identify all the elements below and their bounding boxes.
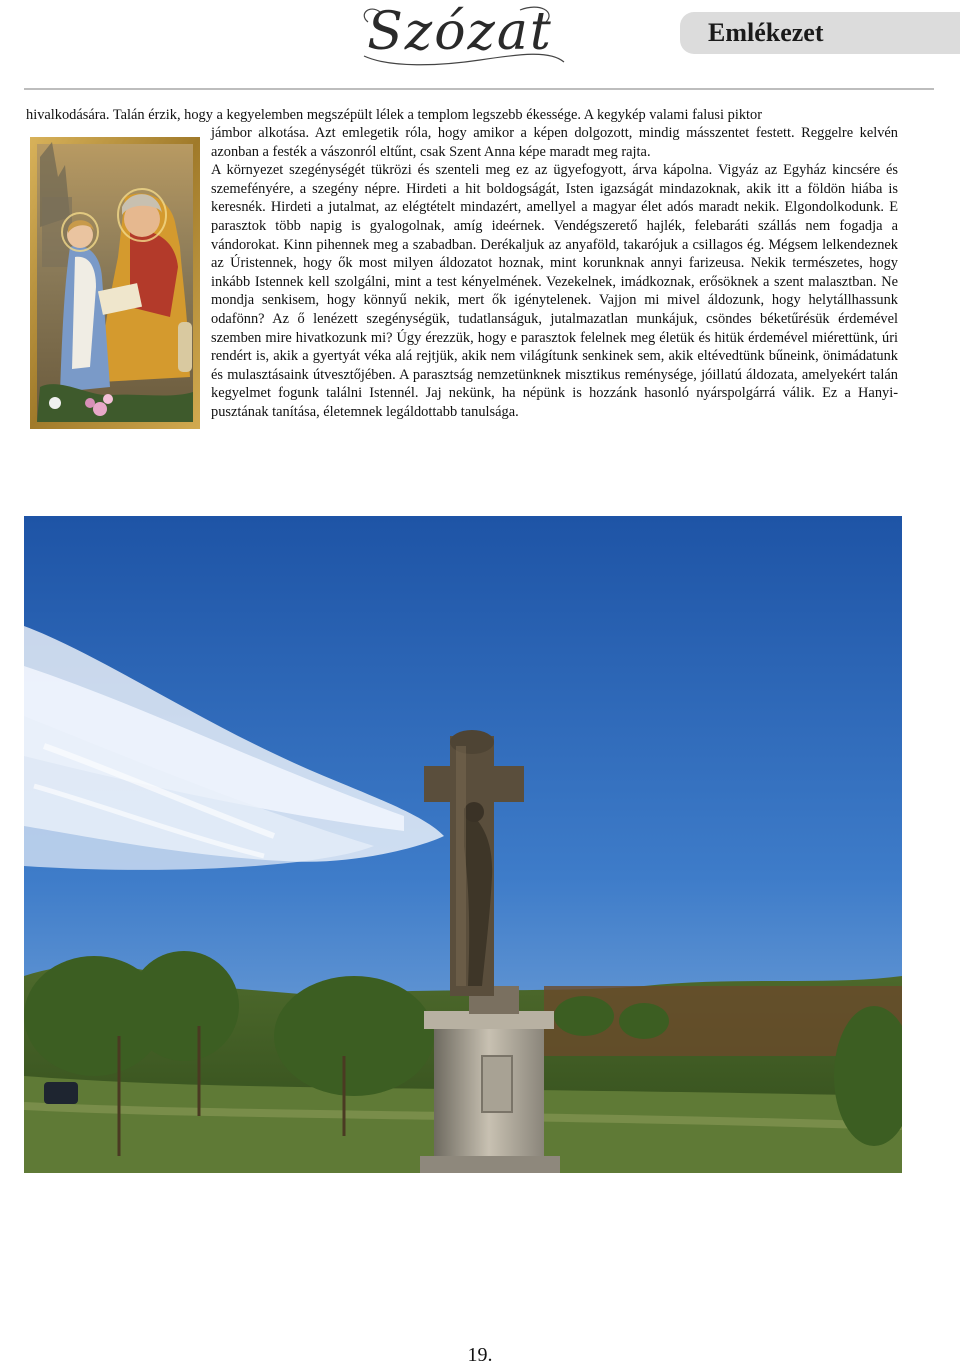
- page-number: 19.: [467, 1344, 493, 1366]
- page-header: [0, 0, 960, 90]
- article-paragraph: A környezet szegénységét tükrözi és szenteli meg ez az ügyefogyott, árva kápolna. Vigyáz az Egyház kincsére és szemefényére, a szegény népre. Hirdeti a hit boldogságát, Isten igazságát mindazoknak, akik itt a földön hiába is keresnék. Hirdeti a jutalmat, az elégtételt mindazért, amellyel a magyar élet adós maradt nekik. Elgondolkodunk. E parasztok több napig is gyalogolnak, amíg ideérnek. Vendégszerető hajlék, felebaráti szállás nem fogadja a vándorokat. Kinn pihennek meg a szabadban. Derékaljuk az anyaföld, takarójuk a csillagos ég. Mégsem lelkendeznek az Úristennek, hogy ők most milyen áldozatot hoznak, mint korunknak annyi farizeusa. Nekik természetes, hogy inkább Istennek kell szolgálni, mint a test kényelmének. Vezekelnek, imádkoznak, erősöknek a szent malasztban. Ne mondja senkisem, hogy könnyű nekik, mert ők igénytelenek. Vajjon mi mivel áldozunk, hogy helytállhassunk odafönn? Az ő lenézett szegénységük, tudatlanságuk, jutalmazatlan munkájuk, csöndes béketűrésük érdemével szemben mire hivatkozunk mi? Úgy érezzük, hogy e parasztok felelnek meg életük és hitük érdemével miérettünk, úri rendért is, akik a gyertyát véka alá rejtjük, akik nem világítunk senkinek sem, akik eltévedtünk bűneink, önimádatunk és mulasztásaink útvesztőjében. A parasztság nemzetünknek misztikus reménysége, jóillatú áldozata, amelyekért talán kegyelmet fogunk találni Istennél. Jaj nekünk, ha népünk is hozzánk hasonló nyárspolgárrá válik. Ez a Hanyi-pusztának tanítása, életemnek legáldottabb tanulsága.: [211, 162, 898, 420]
- wayside-cross-photo-icon: [24, 516, 902, 1173]
- wayside-cross-photo: [24, 516, 902, 1173]
- article-body: [211, 124, 898, 422]
- continuation-line: hivalkodására. Talán érzik, hogy a kegyelemben megszépült lélek a templom legszebb ékessége. A kegykép valami falusi piktor: [26, 107, 763, 123]
- saint-anne-painting-icon: [30, 137, 200, 429]
- holy-painting-image: [30, 137, 200, 429]
- article-paragraph: jámbor alkotása. Azt emlegetik róla, hogy amikor a képen dolgozott, mindig másszentet festett. Reggelre kelvén azonban a festék a vászonról eltűnt, csak Szent Anna képe maradt meg rajta.: [211, 125, 898, 160]
- header-divider: [24, 88, 934, 90]
- magazine-logo: [350, 0, 570, 72]
- logo-text: Szózat: [367, 2, 553, 62]
- section-title: Emlékezet: [708, 18, 824, 47]
- section-tab: [680, 12, 960, 54]
